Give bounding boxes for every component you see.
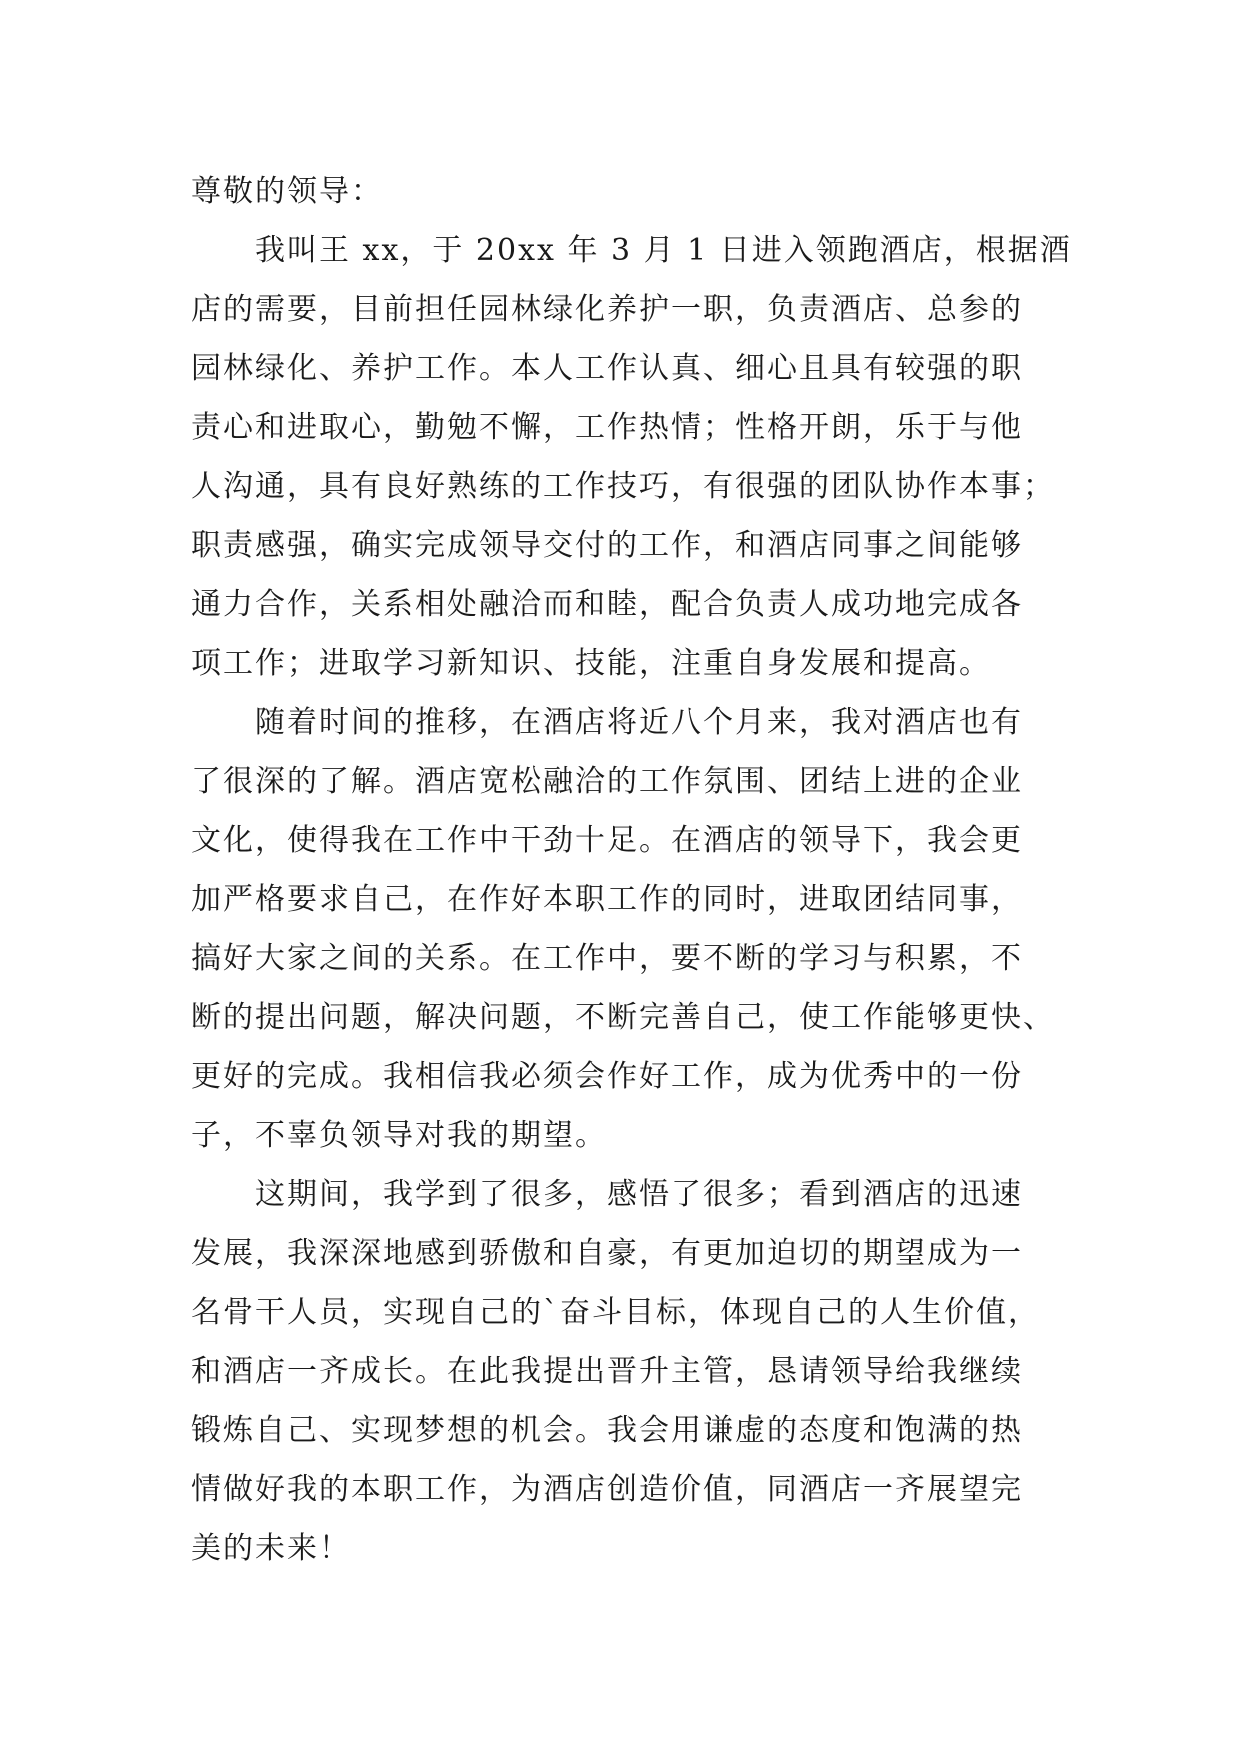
salutation: 尊敬的领导： [191, 174, 383, 209]
paragraph-line: 锻炼自己、实现梦想的机会。我会用谦虚的态度和饱满的热 [191, 1413, 1023, 1448]
paragraph-line: 职责感强，确实完成领导交付的工作，和酒店同事之间能够 [191, 528, 1023, 563]
paragraph-line: 断的提出问题，解决问题，不断完善自己，使工作能够更快、 [191, 1000, 1055, 1035]
paragraph-line: 通力合作，关系相处融洽而和睦，配合负责人成功地完成各 [191, 587, 1023, 622]
letter-body [191, 162, 1072, 1578]
paragraph-line: 更好的完成。我相信我必须会作好工作，成为优秀中的一份 [191, 1059, 1023, 1094]
paragraph-line: 项工作；进取学习新知识、技能，注重自身发展和提高。 [191, 646, 991, 681]
paragraph-3 [191, 1165, 1051, 1578]
paragraph-line: 情做好我的本职工作，为酒店创造价值，同酒店一齐展望完 [191, 1472, 1023, 1507]
paragraph-line: 加严格要求自己，在作好本职工作的同时，进取团结同事， [191, 882, 1023, 917]
paragraph-line: 这期间，我学到了很多，感悟了很多；看到酒店的迅速 [255, 1177, 1023, 1212]
paragraph-1 [191, 221, 1072, 693]
paragraph-line: 店的需要，目前担任园林绿化养护一职，负责酒店、总参的 [191, 292, 1023, 327]
paragraph-line: 了很深的了解。酒店宽松融洽的工作氛围、团结上进的企业 [191, 764, 1023, 799]
paragraph-2 [191, 693, 1055, 1165]
paragraph-line: 子，不辜负领导对我的期望。 [191, 1118, 607, 1153]
paragraph-line: 名骨干人员，实现自己的`奋斗目标，体现自己的人生价值， [191, 1295, 1040, 1330]
paragraph-line: 我叫王 xx，于 20xx 年 3 月 1 日进入领跑酒店，根据酒 [255, 233, 1072, 268]
paragraph-line: 文化，使得我在工作中干劲十足。在酒店的领导下，我会更 [191, 823, 1023, 858]
paragraph-line: 美的未来！ [191, 1531, 351, 1566]
paragraph-line: 和酒店一齐成长。在此我提出晋升主管，恳请领导给我继续 [191, 1354, 1023, 1389]
paragraph-line: 发展，我深深地感到骄傲和自豪，有更加迫切的期望成为一 [191, 1236, 1023, 1271]
paragraph-line: 搞好大家之间的关系。在工作中，要不断的学习与积累，不 [191, 941, 1023, 976]
paragraph-line: 人沟通，具有良好熟练的工作技巧，有很强的团队协作本事； [191, 469, 1055, 504]
paragraph-line: 随着时间的推移，在酒店将近八个月来，我对酒店也有 [255, 705, 1023, 740]
paragraph-line: 责心和进取心，勤勉不懈，工作热情；性格开朗，乐于与他 [191, 410, 1023, 445]
paragraph-line: 园林绿化、养护工作。本人工作认真、细心且具有较强的职 [191, 351, 1023, 386]
